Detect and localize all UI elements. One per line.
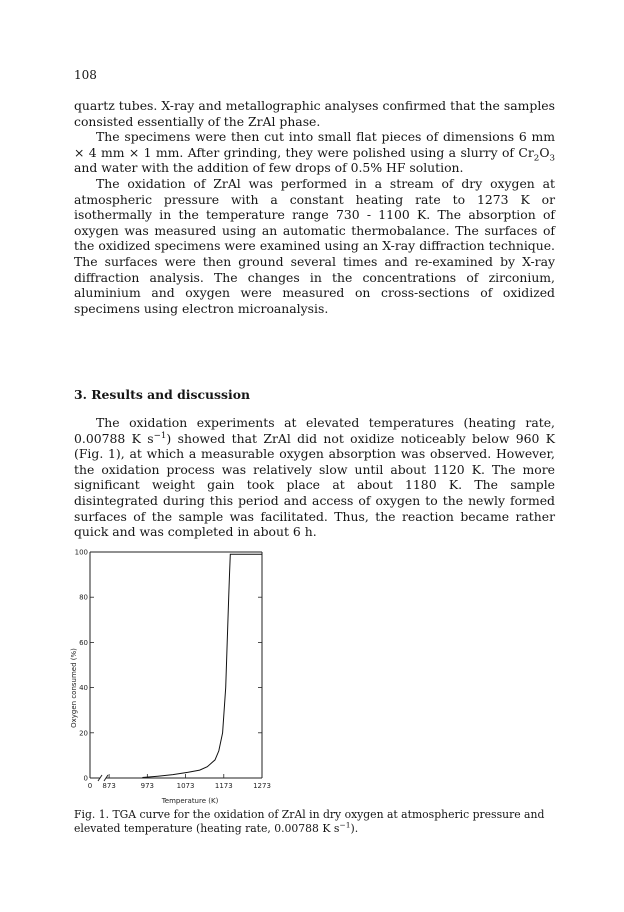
- paragraph-2: The specimens were then cut into small flat pieces of dimensions 6 mm × 4 mm × 1 mm. After grinding, they were polished using a slurry of $Cr_2O_3$ and water with the addition of few drops of 0.5% HF solution.: [74, 129, 555, 176]
- page-number: 108: [74, 68, 97, 82]
- tga-curve: [142, 554, 262, 777]
- figure-1: [50, 545, 290, 809]
- results-paragraph: The oxidation experiments at elevated temperatures (heating rate, 0.00788 K $s^{-1}$) showed that ZrAl did not oxidize noticeably below 960 K (Fig. 1), at which a measurable oxygen absorption was observed. However, the oxidation process was relatively slow until about 1120 K. The more significant weight gain took place at about 1180 K. The sample disintegrated during this period and access of oxygen to the newly formed surfaces of the sample was facilitated. Thus, the reaction became rather quick and was completed in about 6 h.: [74, 415, 555, 540]
- x-tick-label: 0: [87, 782, 93, 790]
- x-tick-label: 1273: [253, 782, 271, 790]
- paragraph-1: quartz tubes. X-ray and metallographic analyses confirmed that the samples consisted essentially of the ZrAl phase.: [74, 98, 555, 129]
- section-heading: 3. Results and discussion: [74, 387, 250, 402]
- x-tick-label: 1173: [214, 782, 233, 790]
- y-tick-label: 60: [79, 638, 88, 647]
- y-tick-label: 0: [83, 774, 88, 783]
- y-tick-label: 40: [79, 684, 88, 693]
- x-axis-label: Temperature (K): [161, 797, 219, 805]
- tga-chart: [50, 545, 290, 805]
- figure-caption: Fig. 1. TGA curve for the oxidation of ZrAl in dry oxygen at atmospheric pressure and elevated temperature (heating rate, 0.00788 K $s^{-1}$).: [74, 808, 545, 835]
- y-tick-label: 20: [79, 729, 88, 738]
- paragraph-3: The oxidation of ZrAl was performed in a stream of dry oxygen at atmospheric pressure with a constant heating rate to 1273 K or isothermally in the temperature range 730 - 1100 K. The absorption of oxygen was measured using an automatic thermobalance. The surfaces of the oxidized specimens were examined using an X-ray diffraction technique. The surfaces were then ground several times and re-examined by X-ray diffraction analysis. The changes in the concentrations of zirconium, aluminium and oxygen were measured on cross-sections of oxidized specimens using electron microanalysis.: [74, 175, 555, 316]
- x-tick-label: 973: [140, 782, 155, 790]
- x-tick-label: 1073: [176, 782, 195, 790]
- results-text: [74, 415, 555, 540]
- x-tick-label: 873: [102, 782, 116, 790]
- y-tick-label: 80: [79, 593, 88, 602]
- y-axis-label: Oxygen consumed (%): [70, 648, 78, 728]
- body-text: [74, 98, 555, 316]
- y-tick-label: 100: [74, 548, 88, 557]
